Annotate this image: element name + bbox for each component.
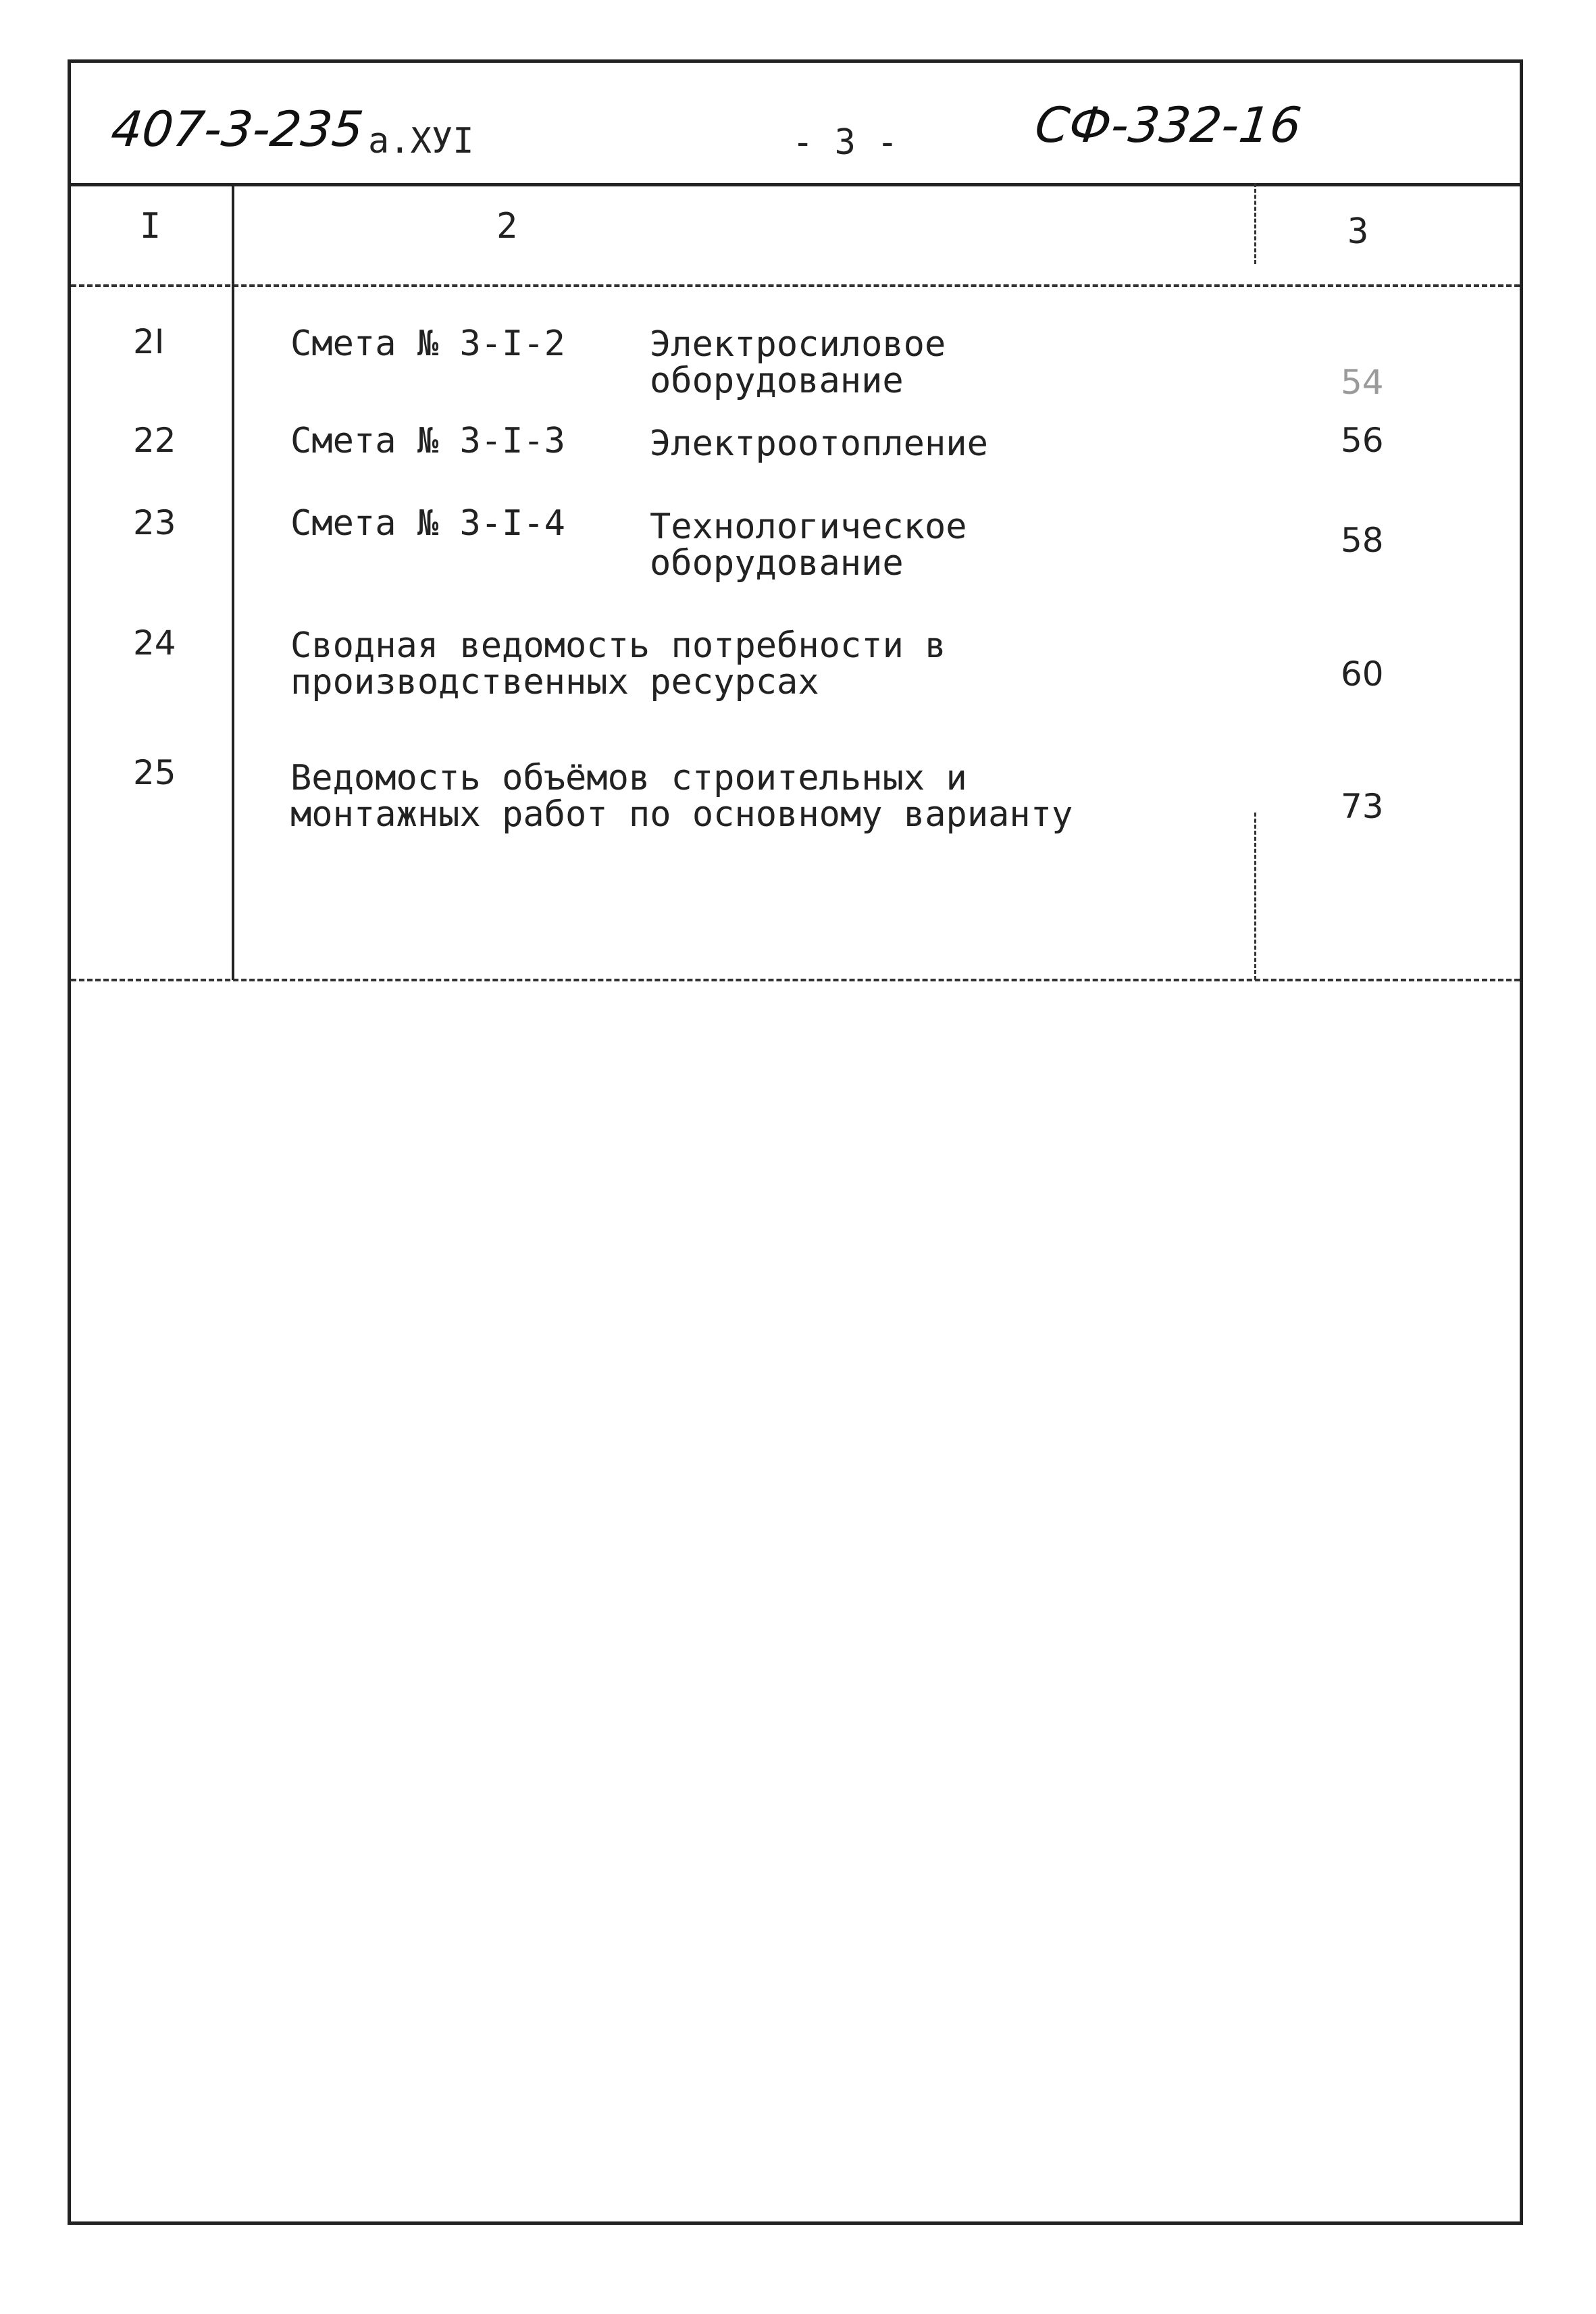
row-description: Электроотопление bbox=[650, 423, 988, 464]
page-number: - 3 - bbox=[792, 122, 898, 163]
column-header-1: I bbox=[140, 206, 161, 247]
estimate-ref: Смета № 3-I-2 bbox=[290, 324, 565, 364]
row-description: Электросиловое bbox=[650, 324, 946, 365]
column-divider-1 bbox=[232, 183, 234, 980]
estimate-ref: Смета № 3-I-4 bbox=[290, 503, 565, 544]
title-block bbox=[71, 63, 1520, 186]
row-text-cont: монтажных работ по основному варианту bbox=[290, 794, 1073, 835]
row-number: 2I bbox=[133, 322, 165, 361]
row-number: 24 bbox=[133, 623, 176, 663]
row-number: 25 bbox=[133, 753, 176, 792]
row-text: Сводная ведомость потребности в bbox=[290, 625, 946, 666]
row-page: 56 bbox=[1341, 421, 1384, 460]
column-divider-2-bottom bbox=[1254, 813, 1256, 980]
column-header-2: 2 bbox=[496, 206, 518, 247]
sheet-code: СФ-332-16 bbox=[1032, 97, 1304, 153]
page-frame bbox=[68, 59, 1523, 2225]
column-divider-2-top bbox=[1254, 183, 1256, 264]
row-text-cont: производственных ресурсах bbox=[290, 662, 819, 702]
row-description: Технологическое bbox=[650, 507, 967, 547]
column-header-3: 3 bbox=[1347, 211, 1369, 252]
header-divider bbox=[71, 284, 1520, 287]
row-text: Ведомость объёмов строительных и bbox=[290, 758, 967, 798]
row-page: 60 bbox=[1341, 654, 1384, 694]
column-header-row bbox=[71, 183, 1520, 286]
row-page: 58 bbox=[1341, 521, 1384, 560]
estimate-ref: Смета № 3-I-3 bbox=[290, 421, 565, 461]
project-code: 407-3-235 bbox=[108, 101, 367, 157]
row-page: 54 bbox=[1341, 363, 1384, 402]
row-number: 23 bbox=[133, 503, 176, 542]
row-number: 22 bbox=[133, 421, 176, 460]
row-description-cont: оборудование bbox=[650, 361, 904, 401]
row-page: 73 bbox=[1341, 787, 1384, 826]
table-bottom-rule bbox=[71, 979, 1520, 981]
row-description-cont: оборудование bbox=[650, 543, 904, 584]
album-label: а.ХУI bbox=[368, 121, 474, 161]
